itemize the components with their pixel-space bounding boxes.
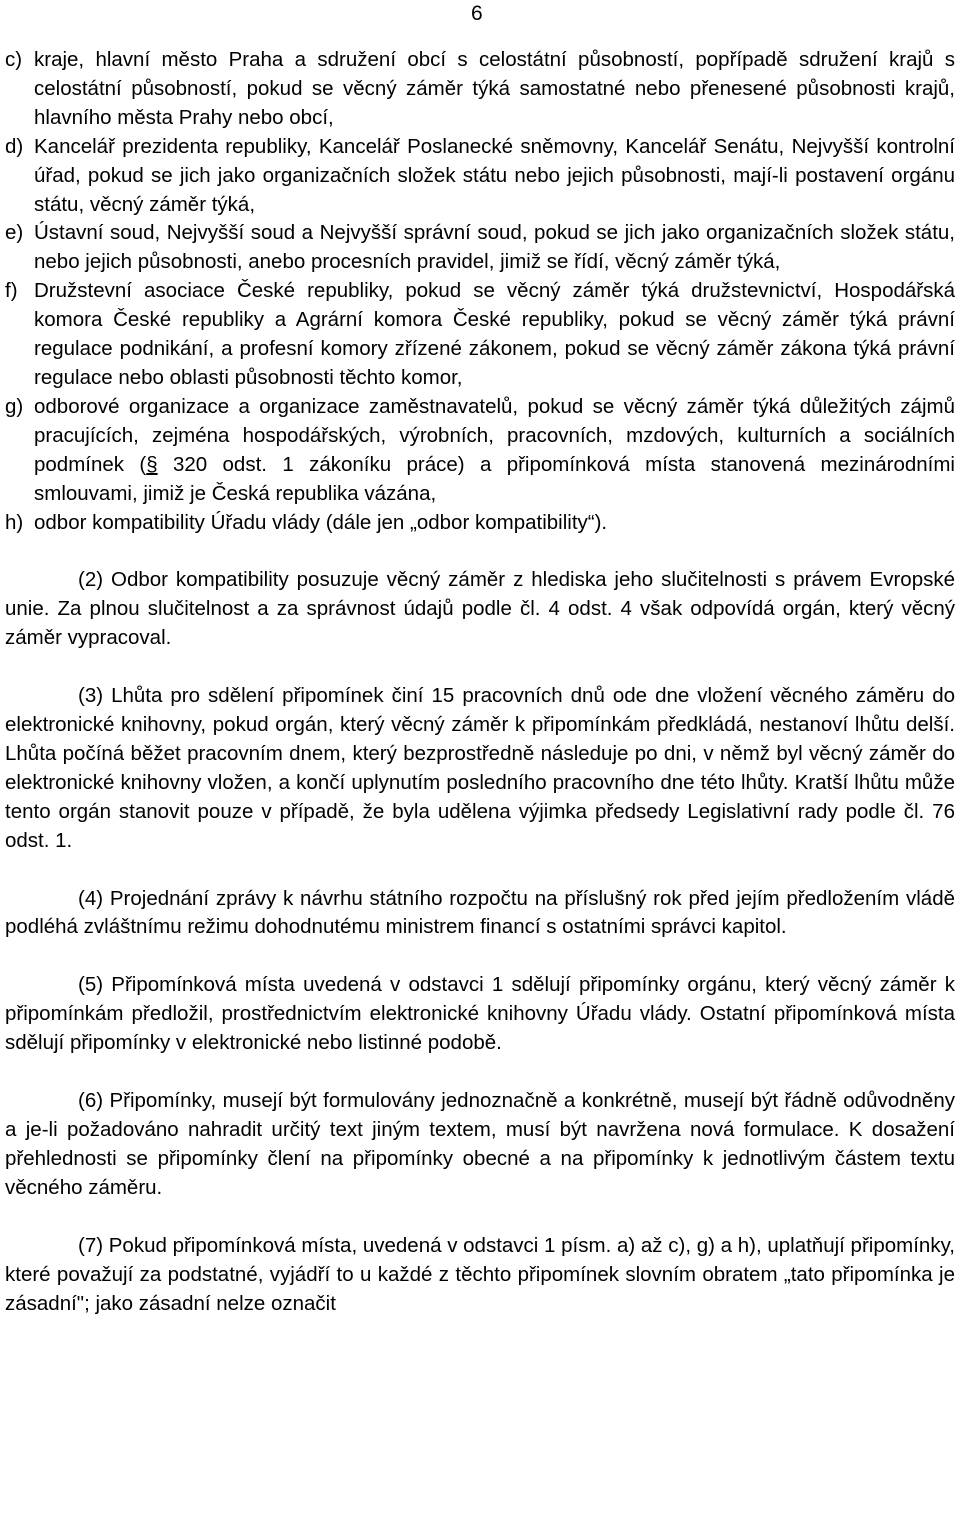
paragraph-3: (3) Lhůta pro sdělení připomínek činí 15 pracovních dnů ode dne vložení věcného záměru do elektronické knihovny, pokud orgán, který věcný záměr k připomínkám předkládá, nestanoví lhůtu delší. Lhůta počíná běžet pracovním dnem, který bezprostředně následuje po dni, v němž byl věcný záměr do elektronické knihovny vložen, a končí uplynutím posledního pracovního dne této lhůty. Kratší lhůtu může tento orgán stanovit pouze v případě, že byla udělena výjimka předsedy Legislativní rady podle čl. 76 odst. 1.	[5, 684, 955, 852]
list-item-label: g)	[5, 394, 24, 418]
paragraph-4: (4) Projednání zprávy k návrhu státního rozpočtu na příslušný rok před jejím předložením vládě podléhá zvláštnímu režimu dohodnutému ministrem financí s ostatními správci kapitol.	[5, 886, 955, 939]
paragraph-7: (7) Pokud připomínková místa, uvedená v odstavci 1 písm. a) až c), g) a h), uplatňují připomínky, které považují za podstatné, vyjádří to u každé z těchto připomínek slovním obratem „tato připomínka je zásadní"; jako zásadní nelze označit	[5, 1233, 955, 1315]
list-item-label: h)	[5, 510, 24, 534]
paragraph-spacer	[5, 942, 955, 971]
list-item-f	[5, 277, 955, 393]
list-item-text: Kancelář prezidenta republiky, Kancelář Poslanecké sněmovny, Kancelář Senátu, Nejvyšší kontrolní úřad, pokud se jich jako organizačních složek státu nebo jejich působnosti, mají-li postavení orgánu státu, věcný záměr týká,	[34, 134, 955, 216]
paragraph-5: (5) Připomínková místa uvedená v odstavci 1 sdělují připomínky orgánu, který věcný záměr k připomínkám předložil, prostřednictvím elektronické knihovny Úřadu vlády. Ostatní připomínková místa sdělují připomínky v elektronické nebo listinné podobě.	[5, 973, 955, 1055]
list-item-label: d)	[5, 134, 24, 158]
list-item-c	[5, 46, 955, 133]
paragraph-6: (6) Připomínky, musejí být formulovány jednoznačně a konkrétně, musejí být řádně odůvodněny a je-li požadováno nahradit určitý text jiným textem, musí být navržena nová formulace. K dosažení přehlednosti se připomínky člení na připomínky obecné a na připomínky k jednotlivým částem textu věcného záměru.	[5, 1089, 955, 1199]
list-item-h	[5, 509, 955, 538]
list-item-g	[5, 393, 955, 509]
list-item-d	[5, 133, 955, 220]
list-item-text: kraje, hlavní město Praha a sdružení obcí s celostátní působností, popřípadě sdružení krajů s celostátní působností, pokud se věcný záměr týká samostatné nebo přenesené působnosti krajů, hlavního města Prahy nebo obcí,	[34, 48, 955, 129]
list-item-e	[5, 219, 955, 277]
section-sign: §	[146, 452, 158, 476]
paragraph-spacer	[5, 1203, 955, 1232]
list-item-label: e)	[5, 221, 24, 245]
list-item-text: Družstevní asociace České republiky, pokud se věcný záměr týká družstevnictví, Hospodářská komora České republiky a Agrární komora České republiky, pokud se věcný záměr týká právní regulace podnikání, a profesní komory zřízené zákonem, pokud se věcný záměr zákona týká právní regulace nebo oblasti působnosti těchto komor,	[34, 279, 955, 389]
list-item-text: odborové organizace a organizace zaměstnavatelů, pokud se věcný záměr týká důležitých zájmů pracujících, zejména hospodářských, výrobních, pracovních, mzdových, kulturních a sociálních podmínek (	[34, 394, 955, 476]
page-content	[5, 46, 955, 1318]
paragraph-spacer	[5, 1058, 955, 1087]
list-item-label: c)	[5, 48, 23, 71]
list-item-text-continued: 320 odst. 1 zákoníku práce) a připomínková místa stanovená mezinárodními smlouvami, jimiž je Česká republika vázána,	[34, 452, 955, 505]
list-item-text: Ústavní soud, Nejvyšší soud a Nejvyšší správní soud, pokud se jich jako organizačních složek státu, nebo jejich působnosti, anebo procesních pravidel, jimiž se řídí, věcný záměr týká,	[34, 221, 955, 274]
list-item-label: f)	[5, 279, 18, 303]
paragraph-spacer	[5, 653, 955, 682]
paragraph-2: (2) Odbor kompatibility posuzuje věcný záměr z hlediska jeho slučitelnosti s právem Evropské unie. Za plnou slučitelnost a za správnost údajů podle čl. 4 odst. 4 však odpovídá orgán, který věcný záměr vypracoval.	[5, 568, 955, 650]
paragraph-spacer	[5, 537, 955, 566]
page-number: 6	[471, 2, 483, 25]
paragraph-spacer	[5, 856, 955, 885]
list-item-text: odbor kompatibility Úřadu vlády (dále jen „odbor kompatibility“).	[34, 510, 608, 534]
